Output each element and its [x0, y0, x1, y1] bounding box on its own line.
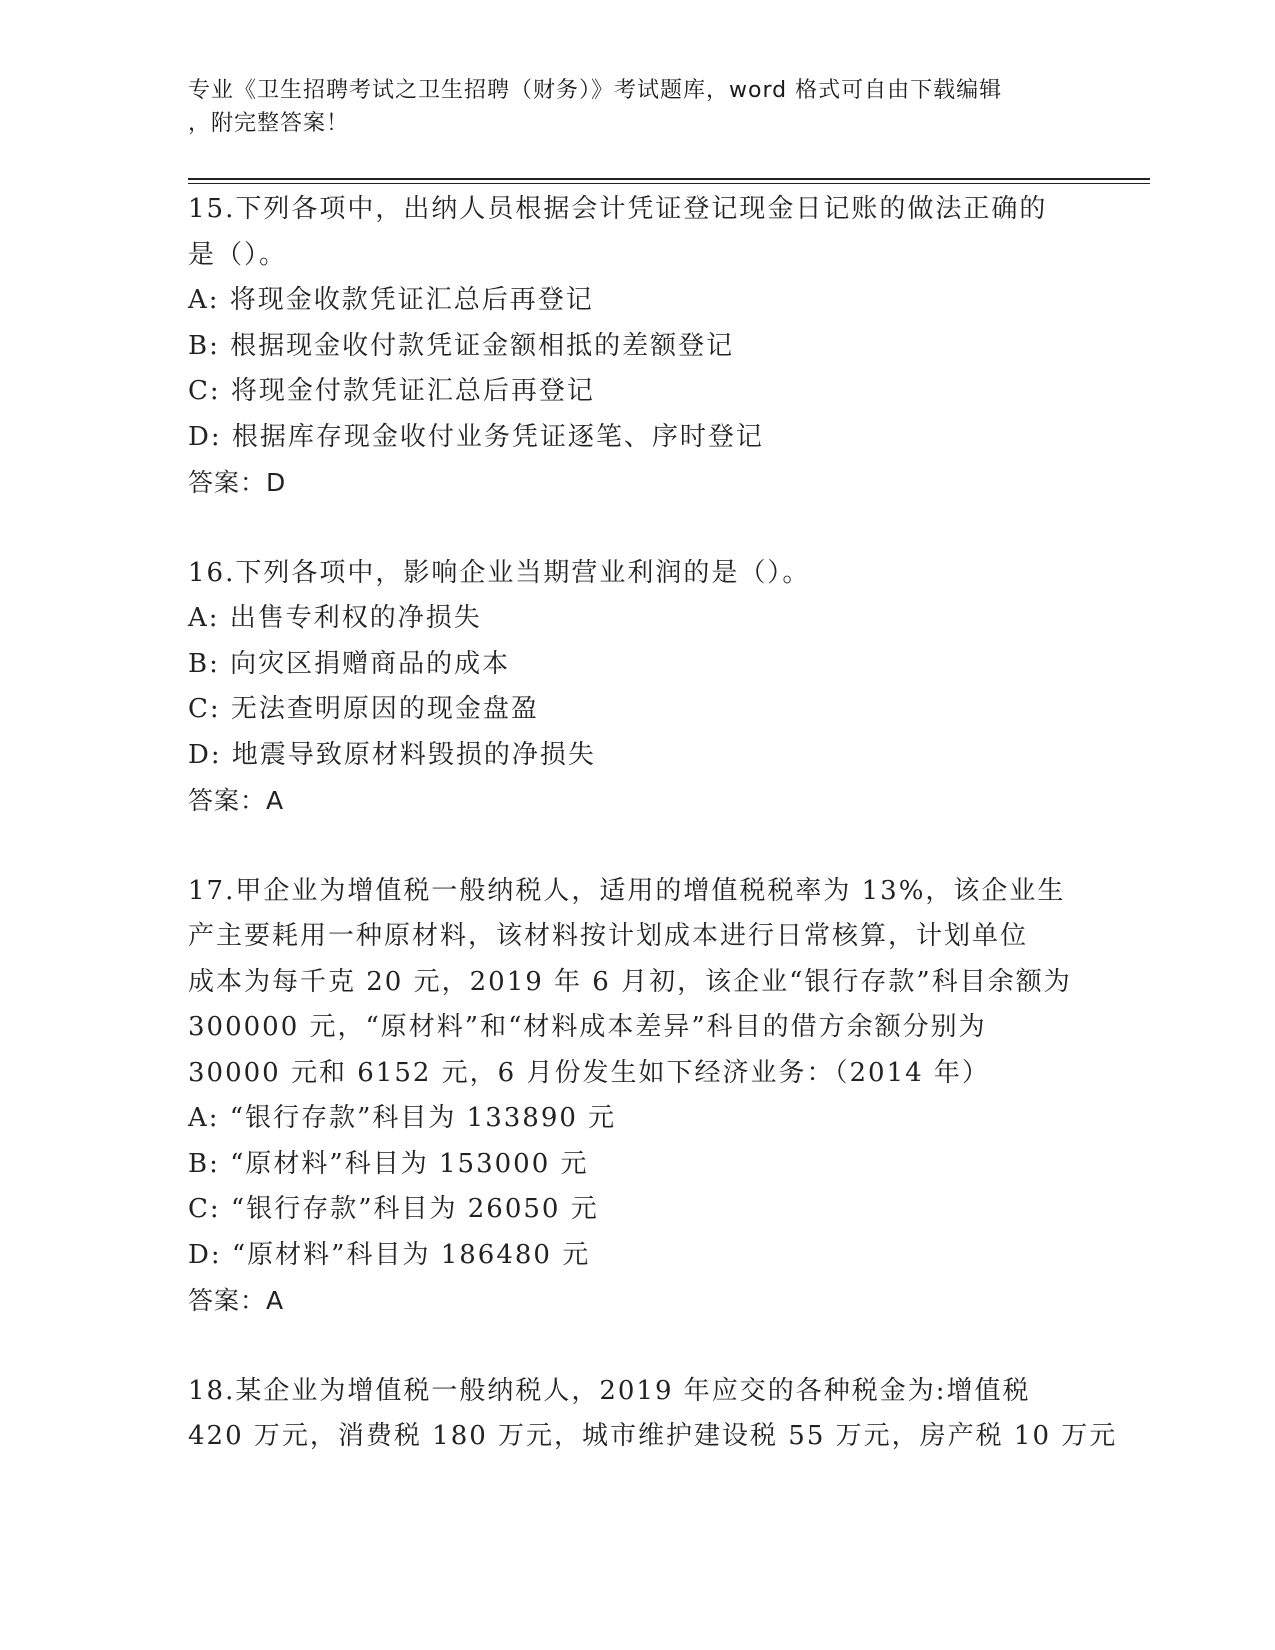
option-d: D: 根据库存现金收付业务凭证逐笔、序时登记: [188, 421, 764, 452]
option-a: A: “银行存款”科目为 133890 元: [188, 1103, 617, 1133]
option-c: C: 将现金付款凭证汇总后再登记: [188, 376, 595, 406]
answer-line: 答案：A: [188, 786, 285, 815]
question-stem-line: 15.下列各项中，出纳人员根据会计凭证登记现金日记账的做法正确的: [188, 194, 1048, 224]
option-b: B: 根据现金收付款凭证金额相抵的差额登记: [188, 330, 735, 361]
question-stem-line: 420 万元，消费税 180 万元，城市维护建设税 55 万元，房产税 10 万元: [188, 1421, 1118, 1451]
option-c: C: “银行存款”科目为 26050 元: [188, 1194, 599, 1224]
answer-line: 答案：D: [188, 468, 287, 497]
option-b: B: 向灾区捐赠商品的成本: [188, 648, 511, 679]
question-18: [188, 1369, 1118, 1460]
question-16: [188, 551, 1088, 824]
option-b: B: “原材料”科目为 153000 元: [188, 1148, 589, 1179]
question-15: [188, 187, 1088, 506]
option-c: C: 无法查明原因的现金盘盈: [188, 694, 539, 724]
question-list: [188, 187, 1118, 1460]
question-stem-line: 成本为每千克 20 元，2019 年 6 月初，该企业“银行存款”科目余额为: [188, 966, 1072, 997]
header-rule-thick: [188, 178, 1150, 180]
question-stem-line: 16.下列各项中，影响企业当期营业利润的是（）。: [188, 557, 811, 588]
question-stem-line: 30000 元和 6152 元，6 月份发生如下经济业务：（2014 年）: [188, 1057, 990, 1088]
answer-line: 答案：A: [188, 1286, 285, 1315]
question-17: [188, 869, 1088, 1324]
document-header: 专业《卫生招聘考试之卫生招聘（财务）》考试题库，word 格式可自由下载编辑 ，附完整答案！: [188, 78, 1003, 136]
option-a: A: 出售专利权的净损失: [188, 603, 482, 633]
header-rule-thin: [188, 183, 1150, 184]
question-stem-line: 17.甲企业为增值税一般纳税人，适用的增值税税率为 13%，该企业生: [188, 875, 1066, 906]
question-stem-line: 18.某企业为增值税一般纳税人，2019 年应交的各种税金为:增值税: [188, 1375, 1031, 1406]
option-d: D: 地震导致原材料毁损的净损失: [188, 739, 596, 770]
question-stem-line: 产主要耗用一种原材料，该材料按计划成本进行日常核算，计划单位: [188, 921, 1029, 951]
question-stem-line: 是（）。: [188, 239, 288, 270]
option-a: A: 将现金收款凭证汇总后再登记: [188, 285, 594, 315]
question-stem-line: 300000 元，“原材料”和“材料成本差异”科目的借方余额分别为: [188, 1012, 987, 1042]
option-d: D: “原材料”科目为 186480 元: [188, 1239, 591, 1270]
